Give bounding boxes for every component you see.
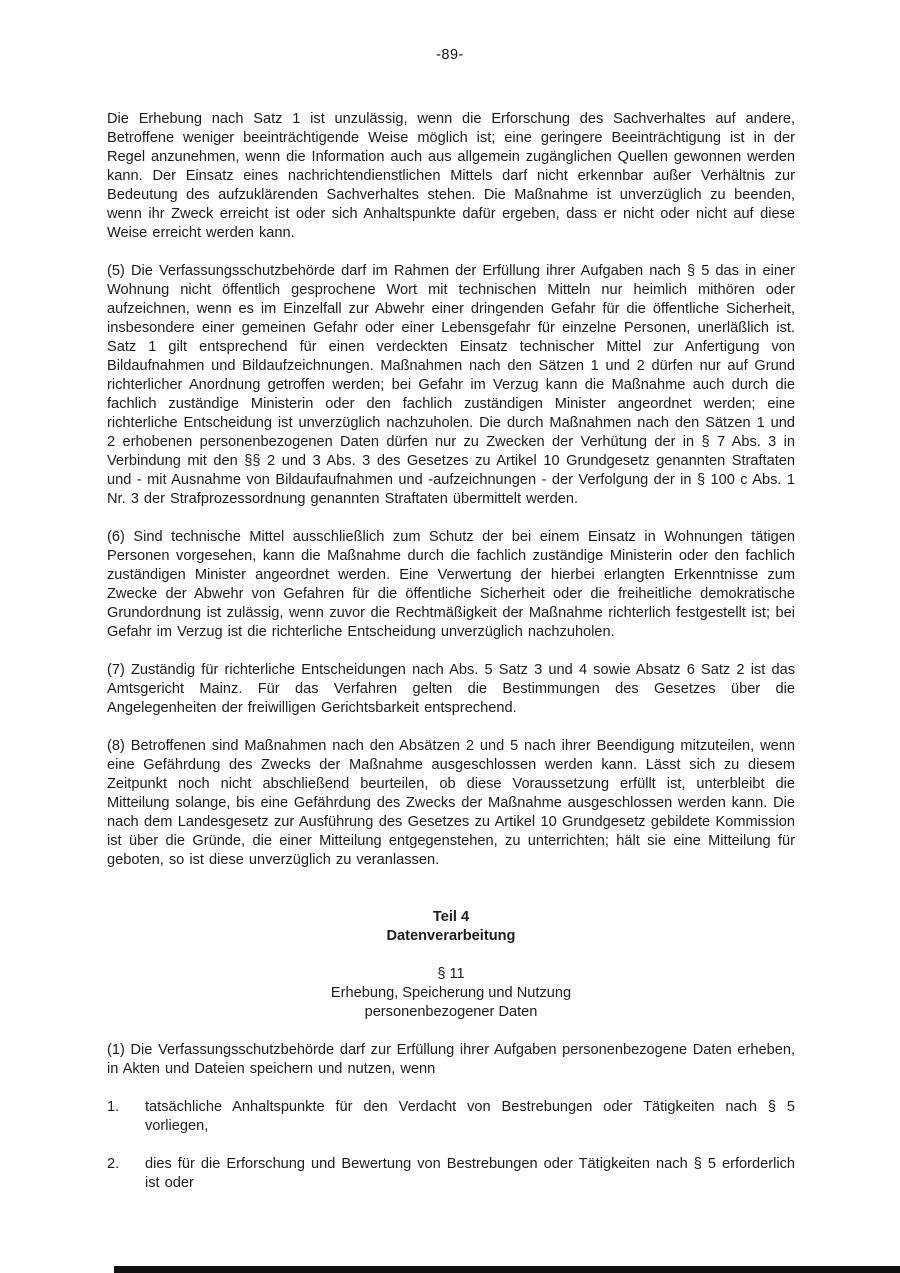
section-heading	[107, 908, 795, 946]
list-item-2-text: dies für die Erforschung und Bewertung von Bestrebungen oder Tätigkeiten nach § 5 erforderlich ist oder	[145, 1156, 795, 1191]
list-item-1	[107, 1098, 795, 1136]
paragraph-absatz-6: (6) Sind technische Mittel ausschließlich zum Schutz der bei einem Einsatz in Wohnungen tätigen Personen vorgesehen, kann die Maßnahme durch die fachlich zuständige Ministerin oder den fachlich zuständigen Minister angeordnet werden. Eine Verwertung der hierbei erlangten Erkenntnisse zum Zwecke der Abwehr von Gefahren für die öffentliche Sicherheit oder die freiheitliche demokratische Grundordnung ist zulässig, wenn zuvor die Rechtmäßigkeit der Maßnahme richterlich festgestellt ist; bei Gefahr im Verzug ist die richterliche Entscheidung unverzüglich nachzuholen.	[107, 529, 795, 640]
paragraph-absatz-7: (7) Zuständig für richterliche Entscheidungen nach Abs. 5 Satz 3 und 4 sowie Absatz 6 Satz 2 ist das Amtsgericht Mainz. Für das Verfahren gelten die Bestimmungen des Gesetzes über die Angelegenheiten der freiwilligen Gerichtsbarkeit entsprechend.	[107, 662, 795, 716]
paragraph-satz1-unzulaessig: Die Erhebung nach Satz 1 ist unzulässig, wenn die Erforschung des Sachverhaltes auf andere, Betroffene weniger beeinträchtigende Weise möglich ist; eine geringere Beeinträchtigung ist in der Regel anzunehmen, wenn die Information auch aus allgemein zugänglichen Quellen gewonnen werden kann. Der Einsatz eines nachrichtendienstlichen Mittels darf nicht erkennbar außer Verhältnis zur Bedeutung des aufzuklärenden Sachverhaltes stehen. Die Maßnahme ist unverzüglich zu beenden, wenn ihr Zweck erreicht ist oder sich Anhaltspunkte dafür ergeben, dass er nicht oder nicht auf diese Weise erreicht werden kann.	[107, 111, 795, 241]
page-number: -89-	[436, 47, 464, 63]
page-edge-artifact	[114, 1266, 900, 1273]
list-item-2-number: 2.	[107, 1156, 120, 1172]
list-item-1-text: tatsächliche Anhaltspunkte für den Verdacht von Bestrebungen oder Tätigkeiten nach § 5 vorliegen,	[145, 1099, 795, 1134]
statute-title-line1: Erhebung, Speicherung und Nutzung	[330, 985, 572, 1001]
paragraph-absatz-1: (1) Die Verfassungsschutzbehörde darf zur Erfüllung ihrer Aufgaben personenbezogene Daten erheben, in Akten und Dateien speichern und nutzen, wenn	[107, 1042, 795, 1077]
paragraph-absatz-8: (8) Betroffenen sind Maßnahmen nach den Absätzen 2 und 5 nach ihrer Beendigung mitzuteilen, wenn eine Gefährdung des Zwecks der Maßnahme ausgeschlossen werden kann. Lässt sich zu diesem Zeitpunkt noch nicht abschließend beurteilen, ob diese Voraussetzung erfüllt ist, unterbleibt die Mitteilung solange, bis eine Gefährdung des Zwecks der Maßnahme ausgeschlossen werden kann. Die nach dem Landesgesetz zur Ausführung des Gesetzes zu Artikel 10 Grundgesetz gebildete Kommission ist über die Gründe, die einer Mitteilung entgegenstehen, zu unterrichten; hält sie eine Mitteilung für geboten, so ist diese unverzüglich zu veranlassen.	[107, 738, 795, 868]
section-part-label: Teil 4	[432, 909, 470, 925]
list-item-1-number: 1.	[107, 1099, 120, 1115]
document-body	[107, 110, 795, 1193]
statute-title-line2: personenbezogener Daten	[364, 1004, 538, 1020]
paragraph-absatz-5: (5) Die Verfassungsschutzbehörde darf im Rahmen der Erfüllung ihrer Aufgaben nach § 5 das in einer Wohnung nicht öffentlich gesprochene Wort mit technischen Mitteln nur heimlich mithören oder aufzeichnen, wenn es im Einzelfall zur Abwehr einer dringenden Gefahr für die öffentliche Sicherheit, insbesondere einer gemeinen Gefahr oder einer Lebensgefahr für einzelne Personen, unerläßlich ist. Satz 1 gilt entsprechend für einen verdeckten Einsatz technischer Mittel zur Anfertigung von Bildaufnahmen und Bildaufzeichnungen. Maßnahmen nach den Sätzen 1 und 2 dürfen nur auf Grund richterlicher Anordnung getroffen werden; bei Gefahr im Verzug kann die Maßnahme auch durch die fachlich zuständige Ministerin oder den fachlich zuständigen Minister angeordnet werden; eine richterliche Entscheidung ist unverzüglich nachzuholen. Die durch Maßnahmen nach den Sätzen 1 und 2 erhobenen personenbezogenen Daten dürfen nur zu Zwecken der Verhütung der in § 7 Abs. 3 in Verbindung mit den §§ 2 und 3 Abs. 3 des Gesetzes zu Artikel 10 Grundgesetz genannten Straftaten und - mit Ausnahme von Bildaufaufnahmen und -aufzeichnungen - der Verfolgung der in § 100 c Abs. 1 Nr. 3 der Strafprozessordnung genannten Straftaten übermittelt werden.	[107, 263, 795, 507]
statute-heading	[107, 965, 795, 1022]
section-part-title: Datenverarbeitung	[386, 928, 516, 944]
list-item-2	[107, 1155, 795, 1193]
statute-number: § 11	[437, 966, 465, 982]
